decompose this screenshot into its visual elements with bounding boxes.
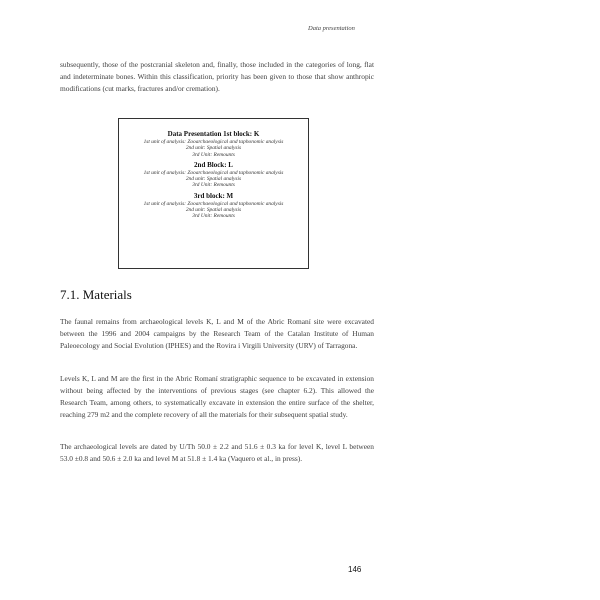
- scheme-unit-line: 2nd unit: Spatial analysis: [185, 176, 242, 183]
- intro-paragraph: subsequently, those of the postcranial skeleton and, finally, those included in the categories of long, flat and indeterminate bones. Within this classification, priority has been given to those that show anthropic modifications (cut marks, fractures and/or cremation).: [60, 60, 374, 93]
- section-heading: 7.1. Materials: [60, 287, 132, 302]
- scheme-unit-line: 1st unit of analysis: Zooarchaeological and taphonomic analysis: [143, 139, 284, 145]
- scheme-block-title: 2nd Block: L: [194, 160, 233, 169]
- scheme-block-title: 3rd block: M: [193, 191, 234, 200]
- scheme-block-k: [119, 130, 308, 158]
- page-number: 146: [348, 565, 362, 574]
- running-header: Data presentation: [308, 25, 355, 32]
- scheme-unit-line: 3rd Unit: Remounts: [192, 182, 235, 189]
- data-presentation-scheme-box: [118, 118, 309, 269]
- body-paragraph: The archaeological levels are dated by U/Th 50.0 ± 2.2 and 51.6 ± 0.3 ka for level K, level L between 53.0 ±0.8 and 50.6 ± 2.0 ka and level M at 51.8 ± 1.4 ka (Vaquero et al., in press).: [60, 442, 374, 463]
- scheme-unit-line: 2nd unit: Spatial analysis: [185, 145, 242, 152]
- scheme-unit-line: 3rd Unit: Remounts: [192, 151, 235, 158]
- scheme-unit-line: 3rd Unit: Remounts: [192, 213, 235, 220]
- body-paragraph: Levels K, L and M are the first in the Abric Romaní stratigraphic sequence to be excavated in extension without being affected by the interventions of previous stages (see chapter 6.2). This allowed the Research Team, among others, to systematically excavate in extension the entire surface of the shelter, reaching 279 m2 and the complete recovery of all the materials for their subsequent spatial study.: [60, 374, 374, 419]
- scheme-unit-line: 1st unit of analysis: Zooarchaeological and taphonomic analysis: [143, 169, 284, 176]
- scheme-unit-line: 1st unit of analysis: Zooarchaeological and taphonomic analysis: [143, 200, 284, 207]
- scheme-block-l: [119, 161, 308, 189]
- scheme-block-m: [119, 192, 308, 220]
- scheme-unit-line: 2nd unit: Spatial analysis: [185, 207, 242, 214]
- body-paragraph: The faunal remains from archaeological levels K, L and M of the Abric Romaní site were excavated between the 1996 and 2004 campaigns by the Research Team of the Catalan Institute of Human Paleoecology and Social Evolution (IPHES) and the Rovira i Virgili University (URV) of Tarragona.: [60, 317, 374, 350]
- scheme-block-title: Data Presentation 1st block: K: [167, 130, 260, 138]
